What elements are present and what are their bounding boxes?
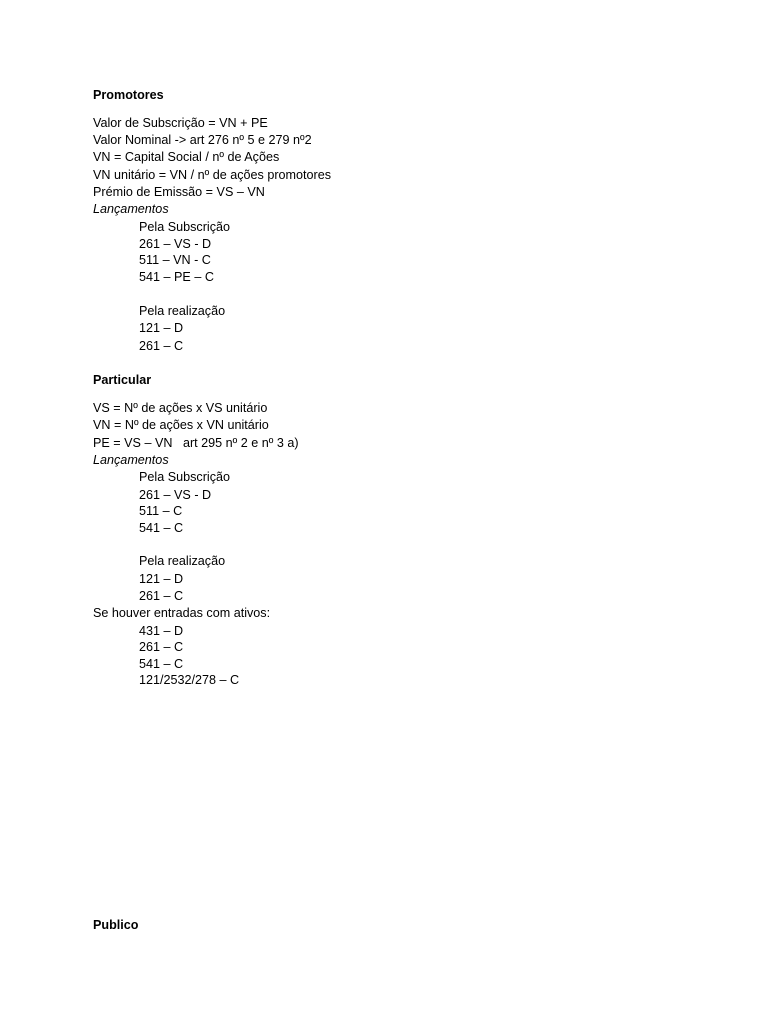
formula-line: Prémio de Emissão = VS – VN: [93, 185, 265, 199]
formula-line: VN = Nº de ações x VN unitário: [93, 418, 269, 432]
journal-entry: 261 – C: [139, 640, 184, 654]
formula-line: Valor Nominal -> art 276 nº 5 e 279 nº2: [93, 133, 312, 147]
journal-entry: 261 – C: [139, 339, 184, 353]
section-heading-promotores: Promotores: [93, 88, 164, 102]
formula-line: PE = VS – VN art 295 nº 2 e nº 3 a): [93, 436, 299, 450]
formula-line: VS = Nº de ações x VS unitário: [93, 401, 268, 415]
journal-entry: 541 – PE – C: [139, 270, 214, 284]
realizacao-label: Pela realização: [139, 554, 226, 568]
journal-entry: 121 – D: [139, 321, 184, 335]
journal-entry: 511 – VN - C: [139, 253, 211, 267]
journal-entry: 121/2532/278 – C: [139, 673, 240, 687]
section-heading-particular: Particular: [93, 373, 152, 387]
lancamentos-label: Lançamentos: [93, 202, 169, 216]
journal-entry: 261 – VS - D: [139, 488, 212, 502]
subscricao-label: Pela Subscrição: [139, 470, 231, 484]
journal-entry: 431 – D: [139, 624, 184, 638]
formula-line: Valor de Subscrição = VN + PE: [93, 116, 268, 130]
subscricao-label: Pela Subscrição: [139, 220, 231, 234]
journal-entry: 511 – C: [139, 504, 183, 518]
formula-line: VN unitário = VN / nº de ações promotores: [93, 168, 332, 182]
journal-entry: 541 – C: [139, 657, 184, 671]
lancamentos-label: Lançamentos: [93, 453, 169, 467]
realizacao-label: Pela realização: [139, 304, 226, 318]
journal-entry: 541 – C: [139, 521, 184, 535]
formula-line: VN = Capital Social / nº de Ações: [93, 150, 280, 164]
journal-entry: 261 – C: [139, 589, 184, 603]
journal-entry: 121 – D: [139, 572, 184, 586]
journal-entry: 261 – VS - D: [139, 237, 212, 251]
section-heading-publico: Publico: [93, 918, 139, 932]
ativos-label: Se houver entradas com ativos:: [93, 606, 271, 620]
